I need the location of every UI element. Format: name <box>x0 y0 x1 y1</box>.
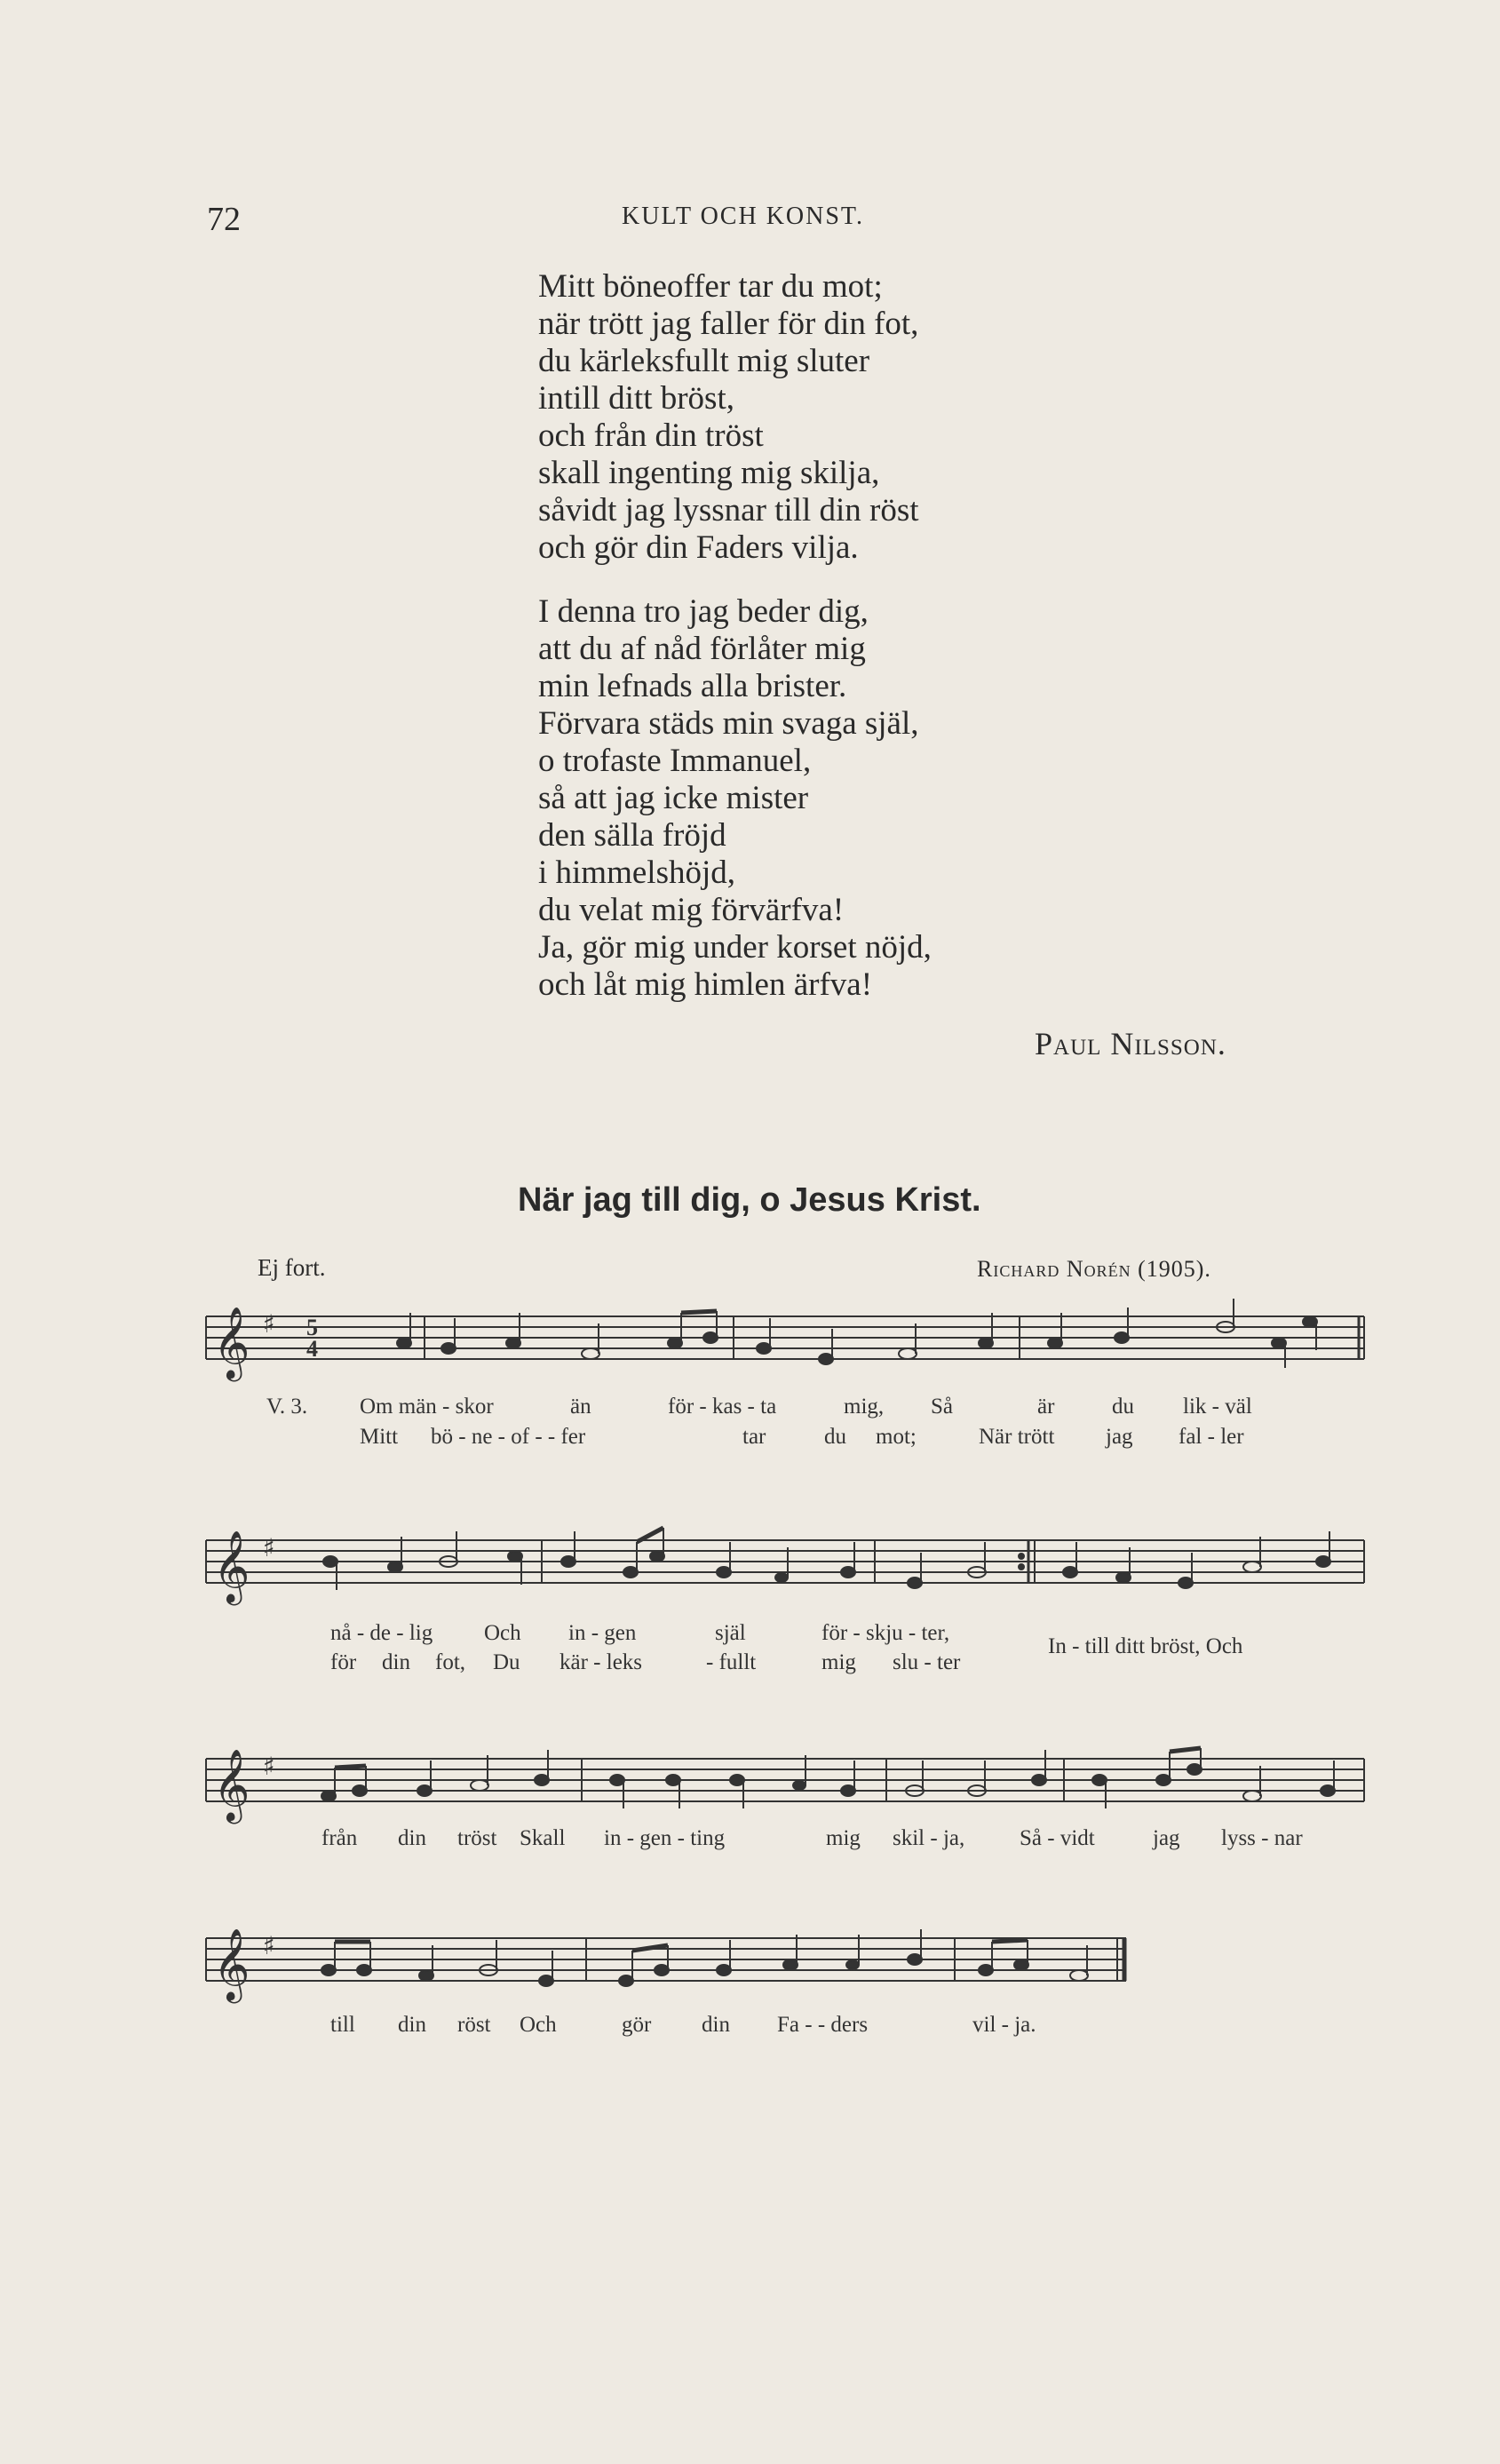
poem-line: du velat mig förvärfva! <box>538 892 845 928</box>
svg-text:𝄞: 𝄞 <box>213 1748 250 1821</box>
lyric-syllable: Så - vidt <box>1020 1826 1095 1850</box>
poem-line: och låt mig himlen ärfva! <box>538 966 873 1003</box>
lyric-syllable: tröst <box>457 1826 497 1850</box>
verse-label: V. 3. <box>266 1395 308 1419</box>
lyric-syllable: - fullt <box>706 1650 757 1674</box>
svg-text:♯: ♯ <box>263 1931 275 1960</box>
lyric-syllable: din <box>702 2013 730 2037</box>
svg-text:𝄞: 𝄞 <box>213 1530 250 1602</box>
lyric-syllable: Skall <box>520 1826 566 1850</box>
svg-text:5: 5 <box>306 1315 318 1340</box>
lyric-syllable: till <box>330 2013 355 2037</box>
lyric-syllable: mot; <box>876 1425 917 1449</box>
poem-stanza-1 <box>538 268 1337 567</box>
lyric-syllable: du <box>1112 1395 1134 1419</box>
lyric-syllable: lyss - nar <box>1221 1826 1303 1850</box>
lyric-syllable: fal - ler <box>1179 1425 1244 1449</box>
lyric-syllable: bö - ne - of - - fer <box>431 1425 586 1449</box>
lyric-syllable: din <box>398 1826 426 1850</box>
lyric-syllable: din <box>398 2013 426 2037</box>
poem-line: och gör din Faders vilja. <box>538 529 859 566</box>
lyric-syllable: mig, <box>844 1395 885 1419</box>
lyric-syllable: Och <box>484 1621 521 1645</box>
lyric-syllable: fot, <box>435 1650 466 1674</box>
poem-line: i himmelshöjd, <box>538 854 735 891</box>
svg-text:♯: ♯ <box>263 1309 275 1339</box>
lyric-syllable: än <box>570 1395 591 1419</box>
svg-text:4: 4 <box>306 1336 318 1362</box>
music-system-4 <box>0 1919 1500 2061</box>
poem-line: när trött jag faller för din fot, <box>538 306 919 342</box>
lyric-syllable: för <box>330 1650 357 1674</box>
lyric-syllable: När trött <box>979 1425 1055 1449</box>
poem-line: intill ditt bröst, <box>538 380 734 417</box>
poem-line: Mitt böneoffer tar du mot; <box>538 268 883 305</box>
lyric-line: In - till ditt bröst, Och <box>1048 1634 1243 1658</box>
lyric-syllable: för - kas - ta <box>668 1395 777 1419</box>
lyric-syllable: mig <box>826 1826 861 1850</box>
music-system-3 <box>0 1732 1500 1883</box>
lyric-syllable: vil - ja. <box>972 2013 1036 2037</box>
music-system-2 <box>0 1510 1500 1688</box>
poem-line: den sälla fröjd <box>538 817 726 854</box>
poem-line: skall ingenting mig skilja, <box>538 455 880 491</box>
staff-4 <box>0 1919 1500 2016</box>
lyric-syllable: nå - de - lig <box>330 1621 433 1645</box>
poem <box>538 268 1337 1004</box>
staff-3 <box>0 1732 1500 1839</box>
lyric-syllable: in - gen <box>568 1621 637 1645</box>
lyric-syllable: från <box>321 1826 358 1850</box>
lyric-syllable: själ <box>715 1621 746 1645</box>
poem-line: I denna tro jag beder dig, <box>538 593 869 630</box>
music-system-1 <box>0 1297 1500 1457</box>
staff-1 <box>0 1297 1500 1403</box>
lyric-syllable: slu - ter <box>893 1650 961 1674</box>
lyric-syllable: Mitt <box>360 1425 399 1449</box>
poem-line: Förvara städs min svaga själ, <box>538 705 919 742</box>
lyric-syllable: Så <box>931 1395 953 1419</box>
lyric-syllable: kär - leks <box>560 1650 643 1674</box>
poem-line: såvidt jag lyssnar till din röst <box>538 492 919 529</box>
song-title: När jag till dig, o Jesus Krist. <box>518 1181 981 1219</box>
svg-text:𝄞: 𝄞 <box>213 1306 250 1379</box>
lyric-syllable: röst <box>457 2013 491 2037</box>
lyric-syllable: Fa - - ders <box>777 2013 869 2037</box>
lyric-syllable: in - gen - ting <box>604 1826 726 1850</box>
lyric-syllable: tar <box>742 1425 766 1449</box>
running-head: KULT OCH KONST. <box>622 203 864 230</box>
poem-line: så att jag icke mister <box>538 780 809 816</box>
poem-line: du kärleksfullt mig sluter <box>538 343 870 379</box>
lyric-syllable: är <box>1037 1395 1055 1419</box>
poem-line: min lefnads alla brister. <box>538 668 847 704</box>
lyric-syllable: mig <box>821 1650 856 1674</box>
lyric-syllable: jag <box>1153 1826 1180 1850</box>
poem-author: Paul Nilsson. <box>1035 1026 1226 1061</box>
composer-credit: Richard Norén (1905). <box>977 1256 1211 1282</box>
tempo-marking: Ej fort. <box>258 1254 326 1281</box>
page-number: 72 <box>207 201 241 238</box>
lyric-syllable: du <box>824 1425 846 1449</box>
svg-text:♯: ♯ <box>263 1533 275 1562</box>
lyric-syllable: för - skju - ter, <box>821 1621 950 1645</box>
lyric-syllable: gör <box>622 2013 652 2037</box>
lyric-syllable: jag <box>1106 1425 1133 1449</box>
lyric-syllable: Om män - skor <box>360 1395 494 1419</box>
lyric-syllable: Och <box>520 2013 557 2037</box>
poem-line: o trofaste Immanuel, <box>538 743 812 779</box>
poem-line: Ja, gör mig under korset nöjd, <box>538 929 932 966</box>
lyric-syllable: din <box>382 1650 410 1674</box>
svg-text:𝄞: 𝄞 <box>213 1927 250 2000</box>
staff-2 <box>0 1510 1500 1625</box>
svg-text:♯: ♯ <box>263 1752 275 1781</box>
poem-line: och från din tröst <box>538 417 764 454</box>
lyric-syllable: lik - väl <box>1183 1395 1252 1419</box>
lyric-syllable: skil - ja, <box>893 1826 965 1850</box>
poem-line: att du af nåd förlåter mig <box>538 631 866 667</box>
lyric-syllable: Du <box>493 1650 520 1674</box>
poem-stanza-2 <box>538 593 1337 1004</box>
